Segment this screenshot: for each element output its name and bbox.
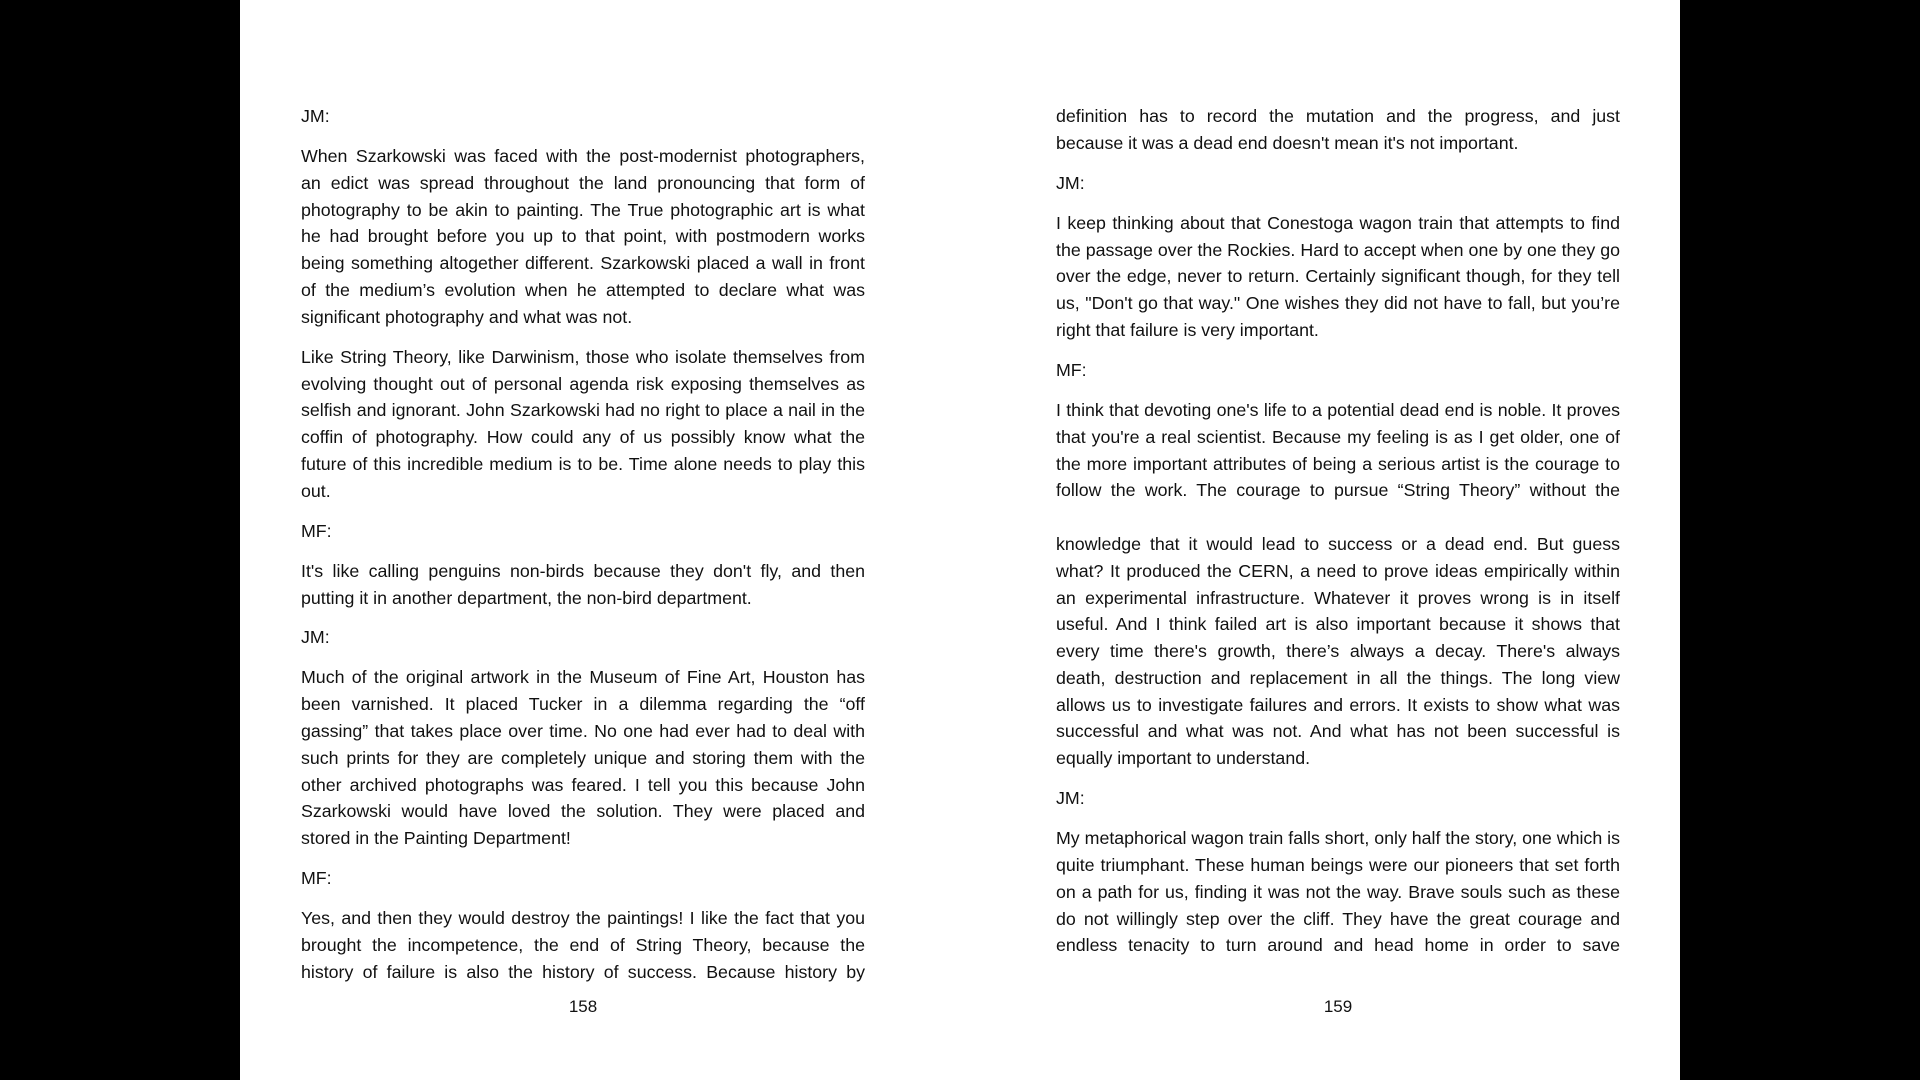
speaker-label: JM:: [301, 106, 330, 126]
page-number: 158: [568, 997, 598, 1016]
paragraph: Yes, and then they would destroy the paintings! I like the fact that you brought the incompetence, the end of String Theory, because the history of failure is also the history of success. Because history by: [301, 908, 865, 982]
paragraph: knowledge that it would lead to success or a dead end. But guess what? It produced the CERN, a need to prove ideas empirically within an experimental infrastructure. Whatever it proves wrong is in itself useful. And I think failed art is also important because it shows that every time there's growth, there’s always a decay. There's always death, destruction and replacement in all the things. The long view allows us to investigate failures and errors. It exists to show what was successful and what was not. And what has not been successful is equally important to understand.: [1056, 533, 1620, 769]
right-page: [960, 0, 1680, 1080]
speaker-label: JM:: [301, 627, 330, 648]
paragraph: I keep thinking about that Conestoga wagon train that attempts to find the passage over the Rockies. Hard to accept when one by one they go over the edge, never to return. Certainly significant though, for they tell us, "Don't go that way." One wishes they did not have to fall, but you’re right that failure is very important.: [1056, 212, 1620, 340]
left-page: [240, 0, 960, 1080]
paragraph: I think that devoting one's life to a potential dead end is noble. It proves that you're a real scientist. Because my feeling is as I get older, one of the more important attributes of being a serious artist is the courage to follow the work. The courage to pursue “String Theory” without the: [1056, 399, 1620, 501]
paragraph: When Szarkowski was faced with the post-modernist photographers, an edict was spread throughout the land pronouncing that form of photography to be akin to painting. The True photographic art is what he had brought before you up to that point, with postmodern works being something altogether different. Szarkowski placed a wall in front of the medium’s evolution when he attempted to declare what was significant photography and what was not.: [301, 145, 865, 327]
speaker-label: JM:: [1056, 788, 1085, 809]
paragraph: It's like calling penguins non-birds because they don't fly, and then putting it in another department, the non-bird department.: [301, 560, 865, 608]
paragraph: My metaphorical wagon train falls short, only half the story, one which is quite triumphant. These human beings were our pioneers that set forth on a path for us, finding it was not the way. Brave souls such as these do not willingly step over the cliff. They have the great courage and endless tenacity to turn around and head home in order to save: [1056, 828, 1620, 956]
right-text-column: [1056, 103, 1620, 959]
paragraph: definition has to record the mutation and the progress, and just because it was a dead end doesn't mean it's not important.: [1056, 106, 1620, 153]
left-text-column: [301, 103, 865, 986]
speaker-label: MF:: [1056, 359, 1087, 380]
page-spread: [240, 0, 1680, 1080]
page-number: 159: [1323, 997, 1353, 1016]
speaker-label: MF:: [301, 520, 332, 541]
speaker-label: JM:: [1056, 172, 1085, 193]
paragraph: Much of the original artwork in the Museum of Fine Art, Houston has been varnished. It placed Tucker in a dilemma regarding the “off gassing” that takes place over time. No one had ever had to deal with such prints for they are completely unique and storing them with the other archived photographs was feared. I tell you this because John Szarkowski would have loved the solution. They were placed and stored in the Painting Department!: [301, 667, 865, 849]
paragraph: Like String Theory, like Darwinism, those who isolate themselves from evolving thought out of personal agenda risk exposing themselves as selfish and ignorant. John Szarkowski had no right to place a nail in the coffin of photography. How could any of us possibly know what the future of this incredible medium is to be. Time alone needs to play this out.: [301, 346, 865, 501]
speaker-label: MF:: [301, 868, 332, 889]
